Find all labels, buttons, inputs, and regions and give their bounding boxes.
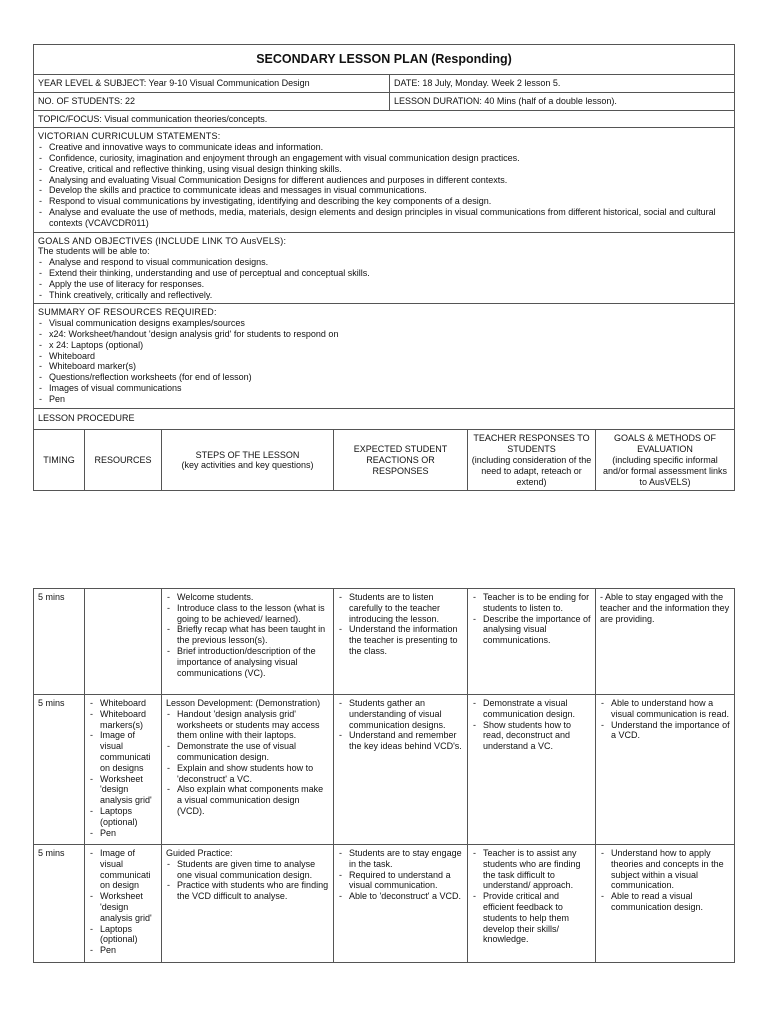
resources-heading: SUMMARY OF RESOURCES REQUIRED: [38, 307, 217, 318]
steps-cell [161, 589, 333, 694]
curriculum-heading: VICTORIAN CURRICULUM STATEMENTS: [38, 131, 221, 142]
expected-cell [333, 589, 467, 694]
list-item: - Creative and innovative ways to communicate ideas and information. [38, 142, 730, 153]
students-duration-row [34, 92, 734, 110]
list-item: - Analyse and evaluate the use of methods, media, materials, design elements and design principles in visual communications from different historical, social and cultural contexts (VCAVCDR011) [38, 207, 730, 229]
column-header-steps [161, 430, 333, 490]
list-item: - Image of visual communicati on design [89, 848, 157, 891]
procedure-heading-row [34, 408, 734, 430]
list-item: - x24: Worksheet/handout 'design analysis grid' for students to respond on [38, 329, 730, 340]
teacher-cell [467, 695, 595, 844]
list-item: - Whiteboard [38, 351, 730, 362]
teacher-cell [467, 589, 595, 694]
list-item: - Understand how to apply theories and concepts in the subject within a visual communication. [600, 848, 730, 891]
year-date-row [34, 74, 734, 92]
steps-title: Lesson Development: (Demonstration) [166, 698, 321, 708]
list-item: - Briefly recap what has been taught in the previous lesson(s). [166, 624, 329, 646]
title-row [34, 45, 734, 74]
list-item: - Explain and show students how to 'deconstruct' a VC. [166, 763, 329, 785]
list-item: - Show students how to read, deconstruct and understand a VC. [472, 720, 591, 752]
column-header-teacher-subtitle: (including consideration of the need to adapt, reteach or extend) [471, 454, 592, 487]
list-item: - Confidence, curiosity, imagination and enjoyment through an engagement with visual communication design practices. [38, 153, 730, 164]
list-item: - Students gather an understanding of visual communication designs. [338, 698, 463, 730]
lesson-date: DATE: 18 July, Monday. Week 2 lesson 5. [389, 75, 734, 92]
goals-cell [595, 695, 734, 844]
list-item: - Able to understand how a visual communication is read. [600, 698, 730, 720]
list-item: - Understand and remember the key ideas behind VCD's. [338, 730, 463, 752]
list-item: - Provide critical and efficient feedback to students to help them develop their skills/ knowledge. [472, 891, 591, 945]
goals-section [34, 233, 734, 304]
lesson-plan-table [33, 44, 735, 491]
resources-cell [84, 589, 161, 694]
column-header-timing: TIMING [43, 454, 75, 465]
steps-cell [161, 695, 333, 844]
lesson-duration: LESSON DURATION: 40 Mins (half of a double lesson). [389, 93, 734, 110]
goals-row [34, 232, 734, 304]
list-item: - Laptops (optional) [89, 806, 157, 828]
timing-cell: 5 mins [38, 698, 65, 708]
list-item: - Analysing and evaluating Visual Communication Designs for different audiences and purposes in different contexts. [38, 175, 730, 186]
goals-intro: The students will be able to: [38, 246, 150, 257]
list-item: - Whiteboard marker(s) [38, 361, 730, 372]
year-level-subject: YEAR LEVEL & SUBJECT: Year 9-10 Visual Communication Design [38, 78, 310, 88]
list-item: - Whiteboard [89, 698, 157, 709]
list-item: - Able to read a visual communication design. [600, 891, 730, 913]
steps-cell [161, 845, 333, 962]
resources-list [38, 318, 730, 404]
list-item: - Whiteboard markers(s) [89, 709, 157, 731]
list-item: - Introduce class to the lesson (what is going to be achieved/ learned). [166, 603, 329, 625]
table-row [34, 589, 734, 694]
column-header-resources: RESOURCES [84, 430, 161, 490]
list-item: - Practice with students who are finding the VCD difficult to analyse. [166, 880, 329, 902]
timing-cell: 5 mins [38, 592, 65, 602]
list-item: - Questions/reflection worksheets (for end of lesson) [38, 372, 730, 383]
list-item: - Required to understand a visual communication. [338, 870, 463, 892]
list-item: - x 24: Laptops (optional) [38, 340, 730, 351]
table-row [34, 844, 734, 962]
procedure-heading: LESSON PROCEDURE [38, 412, 135, 423]
teacher-cell [467, 845, 595, 962]
topic-row [34, 110, 734, 128]
list-item: - Handout 'design analysis grid' worksheets or students may access them online with their laptops. [166, 709, 329, 741]
list-item: - Teacher is to assist any students who are finding the task difficult to understand/ approach. [472, 848, 591, 891]
list-item: - Also explain what components make a visual communication design (VCD). [166, 784, 329, 816]
column-header-steps-title: STEPS OF THE LESSON [195, 449, 300, 460]
list-item: - Students are given time to analyse one visual communication design. [166, 859, 329, 881]
resources-cell [84, 695, 161, 844]
column-header-goals-title: GOALS & METHODS OF EVALUATION [613, 433, 716, 455]
list-item: - Describe the importance of analysing visual communications. [472, 614, 591, 646]
list-item: - Image of visual communicati on designs [89, 730, 157, 773]
goals-heading: GOALS AND OBJECTIVES (INCLUDE LINK TO AusVELS): [38, 235, 287, 246]
list-item: - Analyse and respond to visual communication designs. [38, 257, 730, 268]
list-item: - Welcome students. [166, 592, 329, 603]
column-header-goals-subtitle: (including specific informal and/or formal assessment links to AusVELS) [602, 454, 728, 487]
timing-cell: 5 mins [38, 848, 65, 858]
list-item: - Understand the information the teacher is presenting to the class. [338, 624, 463, 656]
column-header-teacher [467, 430, 595, 490]
topic-focus: TOPIC/FOCUS: Visual communication theories/concepts. [38, 113, 268, 124]
list-item: - Pen [38, 394, 730, 405]
list-item: - Pen [89, 945, 157, 956]
list-item: - Demonstrate a visual communication design. [472, 698, 591, 720]
table-row [34, 694, 734, 844]
curriculum-section [34, 128, 734, 231]
list-item: - Students are to stay engage in the task. [338, 848, 463, 870]
expected-cell [333, 695, 467, 844]
procedure-column-headers [34, 429, 734, 490]
resources-section [34, 304, 734, 407]
number-of-students: NO. OF STUDENTS: 22 [38, 95, 136, 106]
list-item: - Develop the skills and practice to communicate ideas and messages in visual communications. [38, 185, 730, 196]
curriculum-list [38, 142, 730, 228]
list-item: - Teacher is to be ending for students to listen to. [472, 592, 591, 614]
list-item: - Respond to visual communications by investigating, identifying and describing the key components of a design. [38, 196, 730, 207]
column-header-goals [595, 430, 734, 490]
list-item: - Worksheet 'design analysis grid' [89, 891, 157, 923]
list-item: - Images of visual communications [38, 383, 730, 394]
list-item: - Laptops (optional) [89, 924, 157, 946]
resources-row [34, 303, 734, 407]
goals-cell: - Able to stay engaged with the teacher and the information they are providing. [595, 589, 734, 694]
column-header-expected: EXPECTED STUDENT REACTIONS OR RESPONSES [333, 430, 467, 490]
expected-cell [333, 845, 467, 962]
list-item: - Visual communication designs examples/sources [38, 318, 730, 329]
goals-cell [595, 845, 734, 962]
list-item: - Understand the importance of a VCD. [600, 720, 730, 742]
list-item: - Brief introduction/description of the importance of analysing visual communications (VC). [166, 646, 329, 678]
list-item: - Creative, critical and reflective thinking, using visual design thinking skills. [38, 164, 730, 175]
goals-list [38, 257, 730, 300]
list-item: - Worksheet 'design analysis grid' [89, 774, 157, 806]
list-item: - Extend their thinking, understanding and use of perceptual and conceptual skills. [38, 268, 730, 279]
list-item: - Demonstrate the use of visual communication design. [166, 741, 329, 763]
column-header-teacher-title: TEACHER RESPONSES TO STUDENTS [473, 433, 590, 455]
column-header-steps-subtitle: (key activities and key questions) [181, 460, 314, 471]
list-item: - Apply the use of literacy for responses. [38, 279, 730, 290]
curriculum-row [34, 127, 734, 231]
list-item: - Students are to listen carefully to the teacher introducing the lesson. [338, 592, 463, 624]
list-item: - Pen [89, 828, 157, 839]
steps-title: Guided Practice: [166, 848, 233, 858]
resources-cell [84, 845, 161, 962]
procedure-table [33, 588, 735, 963]
list-item: - Able to 'deconstruct' a VCD. [338, 891, 463, 902]
page-title: SECONDARY LESSON PLAN (Responding) [256, 52, 512, 66]
list-item: - Think creatively, critically and reflectively. [38, 290, 730, 301]
